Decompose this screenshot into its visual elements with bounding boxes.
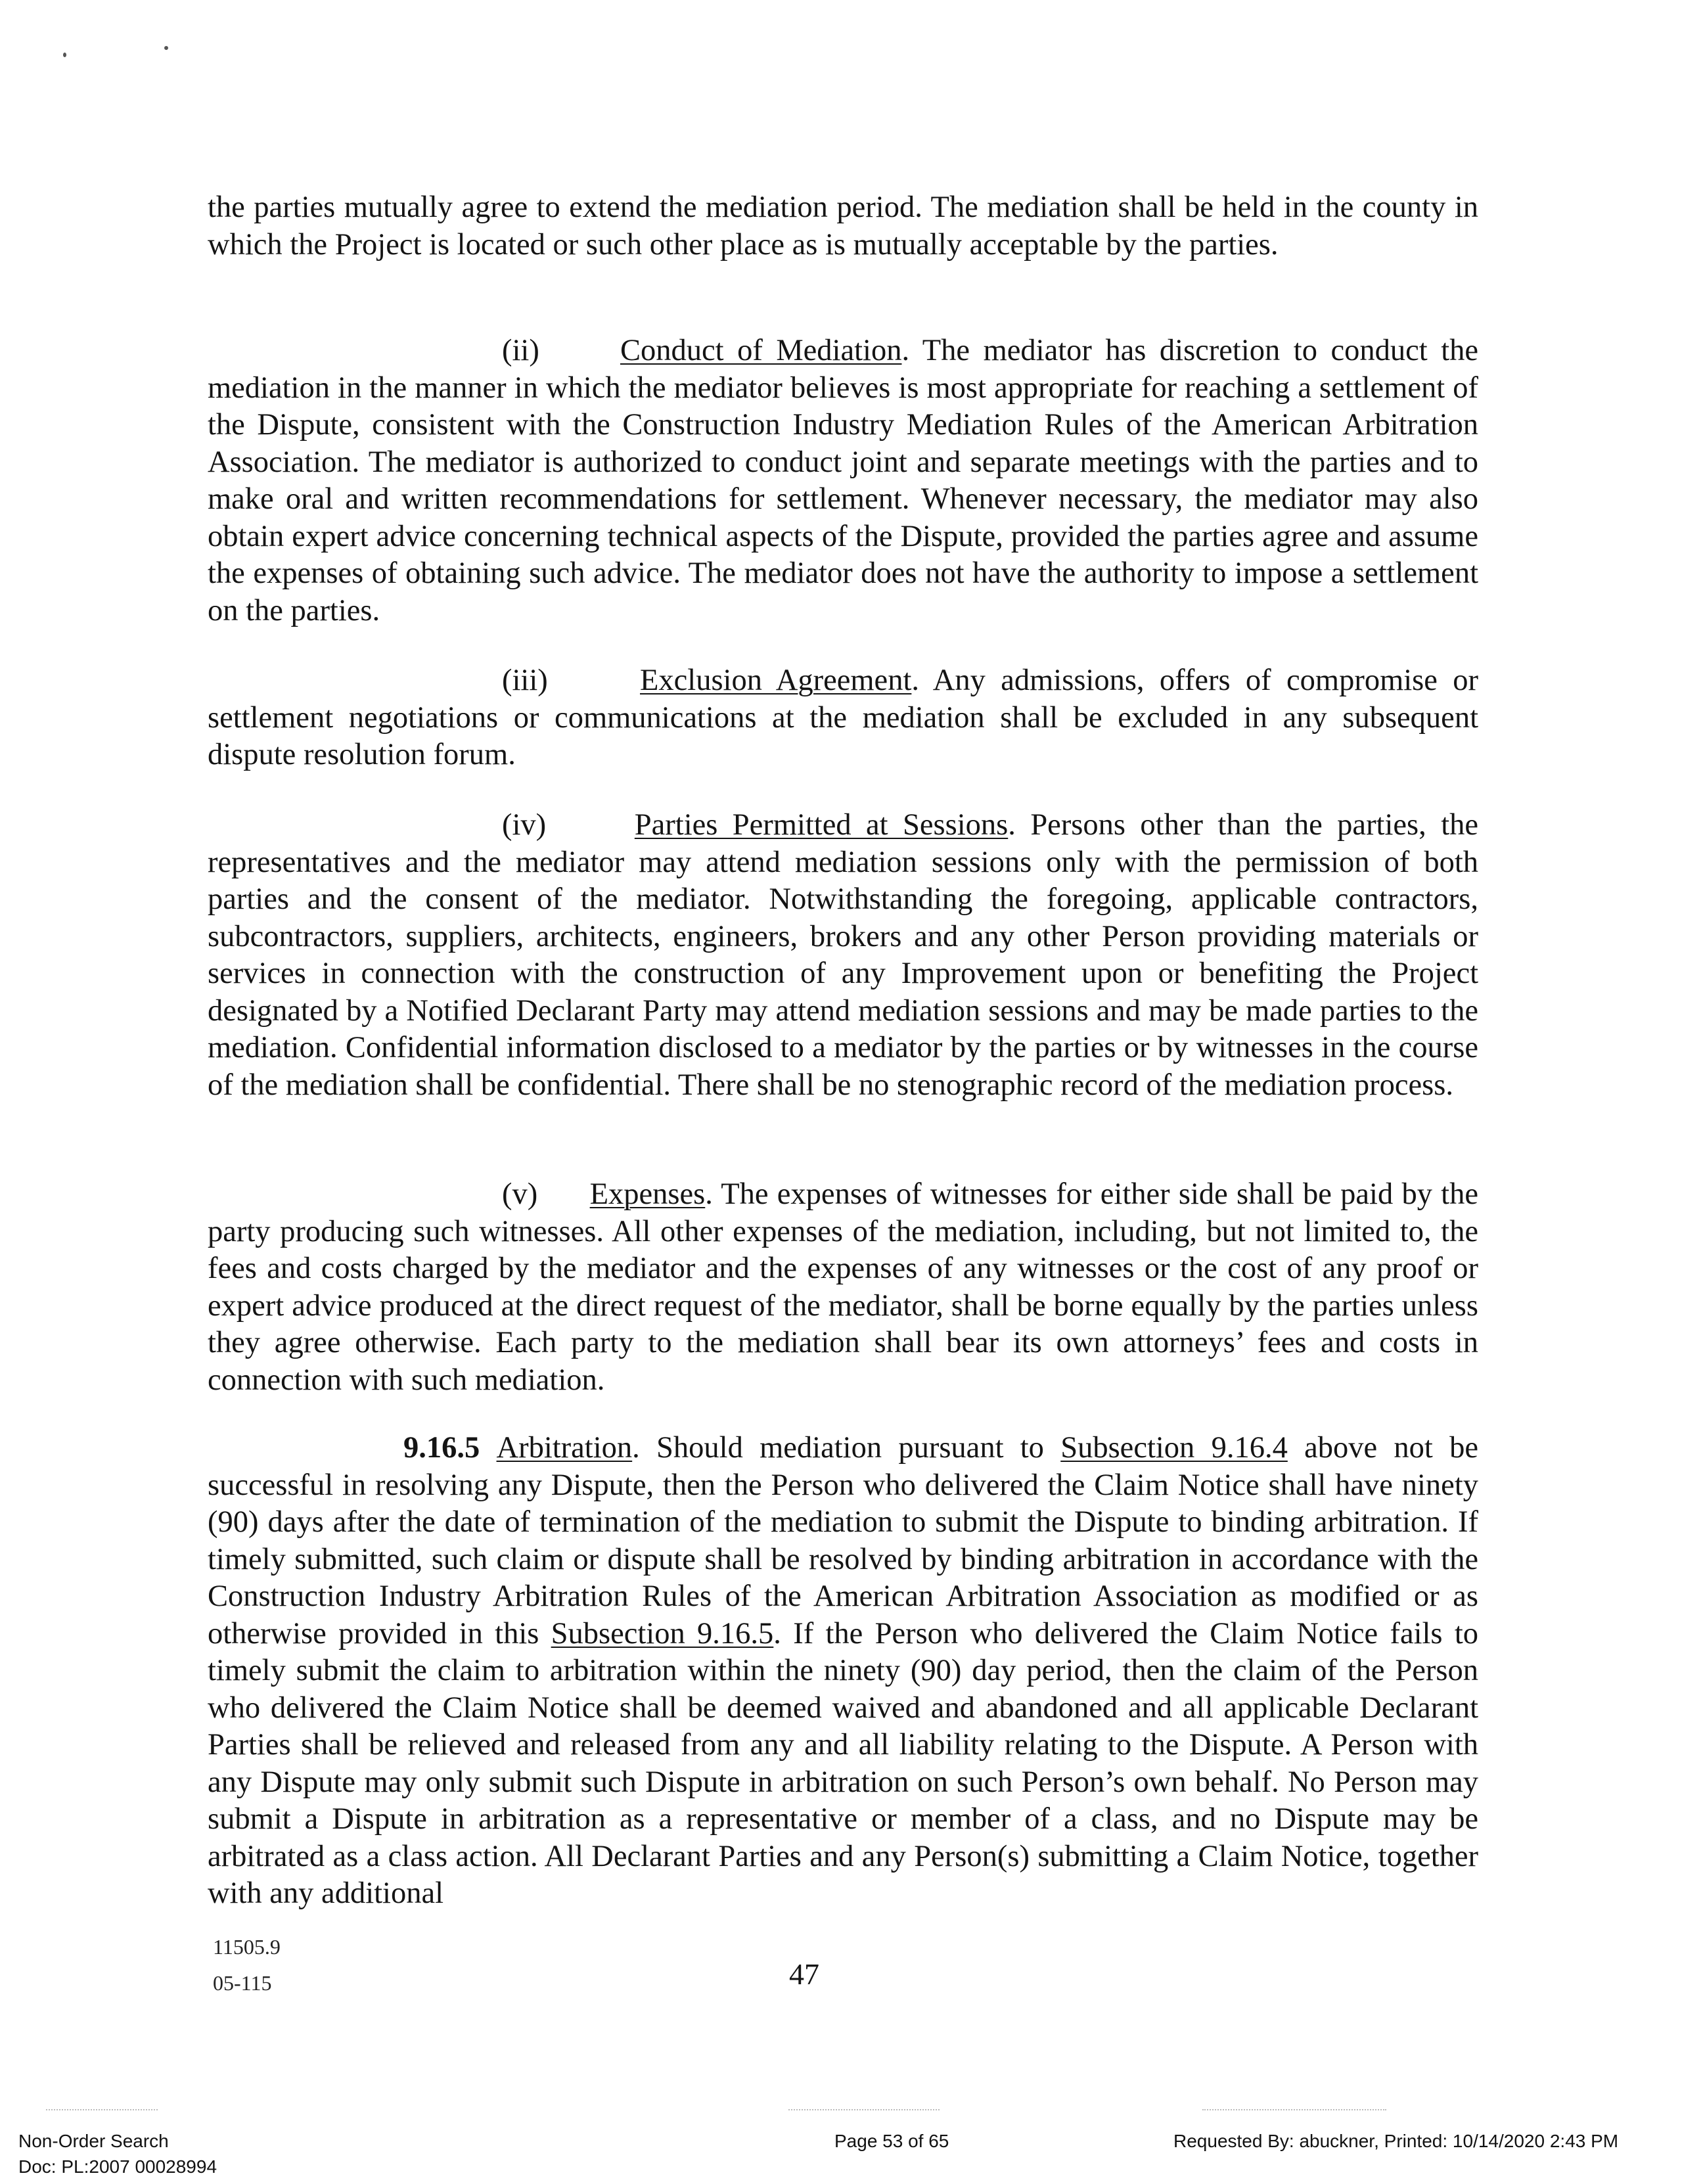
subsection-reference: Subsection 9.16.4 xyxy=(1060,1431,1288,1465)
paragraph-exclusion-agreement xyxy=(208,662,1478,774)
page-number: 47 xyxy=(789,1957,819,1991)
document-id-label: Doc: PL:2007 00028994 xyxy=(18,2156,217,2177)
clause-number: (iii) xyxy=(502,664,548,697)
clause-heading: Expenses xyxy=(589,1177,706,1211)
scan-speck xyxy=(164,46,168,50)
section-text: above not be successful in resolving any Dispute, then the Person who delivered the Claim Notice shall have ninety (90) days after the date of termination of the mediation to submit the Dispute to binding arbitration. If timely submitted, such claim or dispute shall be resolved by binding arbitration in accordance with the Construction Industry Arbitration Rules of the American Arbitration Association as modified or as otherwise provided in this xyxy=(208,1431,1478,1650)
document-code: 11505.9 xyxy=(213,1935,281,1959)
page-count-label: Page 53 of 65 xyxy=(834,2131,949,2151)
clause-number: (v) xyxy=(502,1177,538,1211)
clause-text: . Persons other than the parties, the representatives and the mediator may attend mediation sessions only with the permission of both parties and the consent of the mediator. Notwithstanding the foregoing, applicable contractors, subcontractors, suppliers, architects, engineers, brokers and any other Person providing materials or services in connection with the construction of any Improvement upon or benefiting the Project designated by a Notified Declarant Party may attend mediation sessions and may be made parties to the mediation. Confidential information disclosed to a mediator by the parties or by witnesses in the course of the mediation shall be confidential. There shall be no stenographic record of the mediation process. xyxy=(208,808,1478,1102)
paragraph-mediation-period xyxy=(208,189,1478,263)
search-type-label: Non-Order Search xyxy=(18,2131,169,2151)
clause-number: (ii) xyxy=(502,334,539,367)
clause-text: . The mediator has discretion to conduct the mediation in the manner in which the mediator believes is most appropriate for reaching a settlement of the Dispute, consistent with the Construction Industry Mediation Rules of the American Arbitration Association. The mediator is authorized to conduct joint and separate meetings with the parties and to make oral and written recommendations for settlement. Whenever necessary, the mediator may also obtain expert advice concerning technical aspects of the Dispute, provided the parties agree and assume the expenses of obtaining such advice. The mediator does not have the authority to impose a settlement on the parties. xyxy=(208,334,1479,627)
section-text: . Should mediation pursuant to xyxy=(632,1431,1061,1465)
clause-heading: Parties Permitted at Sessions xyxy=(634,808,1009,842)
paragraph-conduct-of-mediation xyxy=(208,332,1478,629)
paragraph-expenses xyxy=(208,1176,1478,1399)
paragraph-text: the parties mutually agree to extend the mediation period. The mediation shall be held in the county in which the Project is located or such other place as is mutually acceptable by the parties. xyxy=(208,191,1478,262)
clause-heading: Exclusion Agreement xyxy=(640,664,912,697)
scan-speck xyxy=(63,53,66,57)
section-text: . If the Person who delivered the Claim Notice fails to timely submit the claim to arbitration within the ninety (90) day period, then the claim of the Person who delivered the Claim Notice shall be deemed waived and abandoned and all applicable Declarant Parties shall be relieved and released from any and all liability relating to the Dispute. A Person with any Dispute may only submit such Dispute in arbitration on such Person’s own behalf. No Person may submit a Dispute in arbitration as a representative or member of a class, and no Dispute may be arbitrated as a class action. All Declarant Parties and any Person(s) submitting a Claim Notice, together with any additional xyxy=(208,1616,1479,1910)
scan-artifact xyxy=(788,2109,940,2112)
section-heading: Arbitration xyxy=(496,1431,633,1465)
paragraph-arbitration xyxy=(208,1430,1478,1913)
scan-artifact xyxy=(46,2109,158,2112)
clause-text: . The expenses of witnesses for either side shall be paid by the party producing such witnesses. All other expenses of the mediation, including, but not limited to, the fees and costs charged by the mediator and the expenses of any witnesses or the cost of any proof or expert advice produced at the direct request of the mediator, shall be borne equally by the parties unless they agree otherwise. Each party to the mediation shall bear its own attorneys’ fees and costs in connection with such mediation. xyxy=(208,1177,1478,1397)
section-number: 9.16.5 xyxy=(403,1431,480,1465)
clause-text: . Any admissions, offers of compromise or settlement negotiations or communications at the mediation shall be excluded in any subsequent dispute resolution forum. xyxy=(208,664,1479,771)
scan-artifact xyxy=(1202,2109,1386,2112)
requested-by-label: Requested By: abuckner, Printed: 10/14/2020 2:43 PM xyxy=(1173,2131,1619,2151)
subsection-reference: Subsection 9.16.5 xyxy=(551,1616,774,1650)
clause-number: (iv) xyxy=(502,808,547,842)
clause-heading: Conduct of Mediation xyxy=(620,334,902,367)
document-code: 05-115 xyxy=(213,1971,272,1995)
paragraph-parties-permitted xyxy=(208,807,1478,1104)
